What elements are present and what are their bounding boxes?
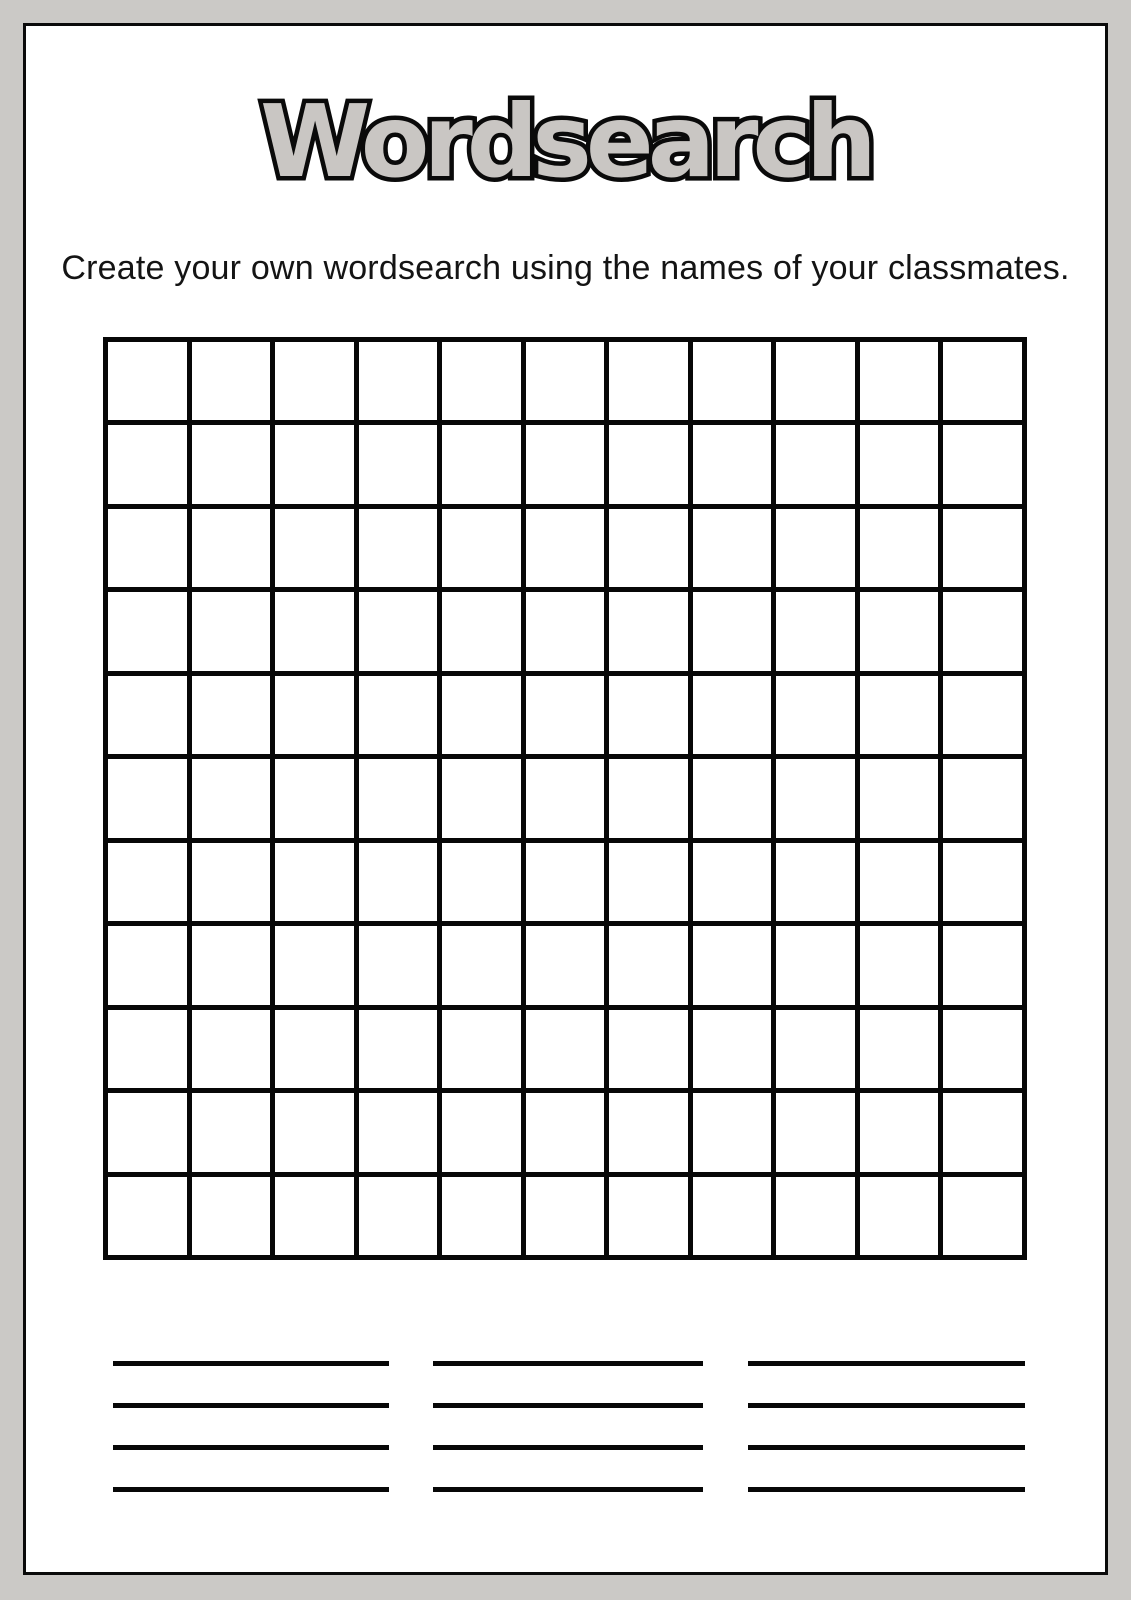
- grid-cell: [108, 926, 187, 1004]
- grid-cell: [192, 425, 271, 503]
- grid-cell: [442, 342, 521, 420]
- worksheet-page: [23, 23, 1108, 1575]
- grid-cell: [275, 1177, 354, 1255]
- grid-cell: [693, 676, 772, 754]
- grid-cell: [275, 592, 354, 670]
- grid-cell: [943, 342, 1022, 420]
- grid-cell: [442, 759, 521, 837]
- grid-cell: [609, 843, 688, 921]
- grid-cell: [359, 342, 438, 420]
- grid-cell: [442, 592, 521, 670]
- grid-cell: [776, 592, 855, 670]
- grid-cell: [359, 843, 438, 921]
- answer-line-column-2: [433, 1361, 703, 1492]
- grid-cell: [693, 1093, 772, 1171]
- grid-cell: [526, 676, 605, 754]
- grid-cell: [526, 759, 605, 837]
- grid-cell: [108, 509, 187, 587]
- grid-cell: [693, 342, 772, 420]
- grid-cell: [275, 342, 354, 420]
- grid-cell: [609, 509, 688, 587]
- grid-cell: [526, 926, 605, 1004]
- grid-cell: [943, 425, 1022, 503]
- grid-cell: [609, 592, 688, 670]
- grid-cell: [442, 509, 521, 587]
- grid-cell: [108, 425, 187, 503]
- grid-cell: [609, 1177, 688, 1255]
- grid-cell: [192, 592, 271, 670]
- grid-cell: [275, 425, 354, 503]
- grid-cell: [359, 509, 438, 587]
- grid-cell: [943, 1010, 1022, 1088]
- grid-cell: [108, 1093, 187, 1171]
- answer-line: [113, 1361, 389, 1366]
- grid-cell: [693, 592, 772, 670]
- grid-cell: [776, 1010, 855, 1088]
- grid-cell: [192, 759, 271, 837]
- grid-cell: [442, 1010, 521, 1088]
- grid-cell: [108, 1177, 187, 1255]
- grid-cell: [526, 843, 605, 921]
- grid-cell: [943, 843, 1022, 921]
- grid-cell: [526, 592, 605, 670]
- grid-cell: [192, 843, 271, 921]
- grid-cell: [192, 509, 271, 587]
- grid-cell: [693, 1177, 772, 1255]
- grid-cell: [442, 425, 521, 503]
- answer-line: [748, 1487, 1025, 1492]
- grid-cell: [609, 342, 688, 420]
- grid-cell: [526, 342, 605, 420]
- grid-cell: [108, 1010, 187, 1088]
- grid-cell: [442, 843, 521, 921]
- grid-cell: [693, 926, 772, 1004]
- answer-line: [433, 1487, 703, 1492]
- grid-cell: [359, 676, 438, 754]
- grid-cell: [526, 509, 605, 587]
- grid-cell: [359, 926, 438, 1004]
- grid-cell: [860, 926, 939, 1004]
- grid-cell: [275, 1093, 354, 1171]
- grid-cell: [192, 676, 271, 754]
- grid-cell: [275, 676, 354, 754]
- grid-cell: [943, 592, 1022, 670]
- grid-cell: [776, 509, 855, 587]
- grid-cell: [108, 843, 187, 921]
- grid-cell: [609, 1093, 688, 1171]
- grid-cell: [359, 1010, 438, 1088]
- grid-cell: [776, 676, 855, 754]
- grid-cell: [860, 1093, 939, 1171]
- grid-cell: [275, 843, 354, 921]
- grid-cell: [108, 342, 187, 420]
- grid-cell: [693, 509, 772, 587]
- grid-cell: [943, 1093, 1022, 1171]
- grid-cell: [693, 759, 772, 837]
- grid-cell: [776, 759, 855, 837]
- answer-line: [433, 1445, 703, 1450]
- grid-cell: [860, 676, 939, 754]
- grid-cell: [526, 425, 605, 503]
- answer-line: [433, 1361, 703, 1366]
- answer-line: [748, 1403, 1025, 1408]
- grid-cell: [943, 676, 1022, 754]
- answer-line: [748, 1361, 1025, 1366]
- grid-cell: [192, 342, 271, 420]
- grid-cell: [609, 1010, 688, 1088]
- grid-cell: [108, 676, 187, 754]
- grid-cell: [776, 1177, 855, 1255]
- grid-cell: [526, 1093, 605, 1171]
- grid-cell: [776, 425, 855, 503]
- grid-cell: [943, 926, 1022, 1004]
- grid-cell: [860, 425, 939, 503]
- answer-line: [113, 1487, 389, 1492]
- grid-cell: [192, 1177, 271, 1255]
- grid-cell: [693, 843, 772, 921]
- answer-line-column-1: [113, 1361, 389, 1492]
- grid-cell: [526, 1177, 605, 1255]
- grid-cell: [860, 843, 939, 921]
- grid-cell: [609, 425, 688, 503]
- grid-cell: [776, 1093, 855, 1171]
- grid-cell: [860, 1010, 939, 1088]
- page-title: [26, 79, 1105, 204]
- grid-cell: [192, 926, 271, 1004]
- grid-cell: [192, 1010, 271, 1088]
- grid-cell: [526, 1010, 605, 1088]
- grid-cell: [693, 425, 772, 503]
- grid-cell: [275, 509, 354, 587]
- grid-cell: [943, 1177, 1022, 1255]
- answer-line: [113, 1403, 389, 1408]
- grid-cell: [776, 342, 855, 420]
- grid-cell: [359, 1093, 438, 1171]
- grid-cell: [442, 1093, 521, 1171]
- grid-cell: [275, 926, 354, 1004]
- grid-cell: [359, 425, 438, 503]
- grid-cell: [776, 843, 855, 921]
- grid-cell: [359, 759, 438, 837]
- grid-cell: [860, 759, 939, 837]
- grid-cell: [693, 1010, 772, 1088]
- answer-line-column-3: [748, 1361, 1025, 1492]
- grid-cell: [442, 926, 521, 1004]
- grid-cell: [192, 1093, 271, 1171]
- grid-cell: [609, 926, 688, 1004]
- answer-lines-section: [26, 1361, 1105, 1501]
- grid-cell: [860, 509, 939, 587]
- grid-cell: [860, 1177, 939, 1255]
- grid-cell: [275, 1010, 354, 1088]
- page-title-text: Wordsearch Wordsearch: [260, 79, 871, 204]
- grid-cell: [442, 1177, 521, 1255]
- grid-cell: [108, 759, 187, 837]
- grid-cell: [943, 759, 1022, 837]
- grid-cell: [860, 342, 939, 420]
- grid-cell: [609, 759, 688, 837]
- grid-cell: [943, 509, 1022, 587]
- grid-cell: [609, 676, 688, 754]
- grid-cell: [359, 1177, 438, 1255]
- grid-cell: [359, 592, 438, 670]
- wordsearch-grid: [103, 337, 1027, 1260]
- grid-cell: [860, 592, 939, 670]
- grid-cell: [275, 759, 354, 837]
- answer-line: [748, 1445, 1025, 1450]
- answer-line: [113, 1445, 389, 1450]
- grid-cell: [776, 926, 855, 1004]
- instruction-text: Create your own wordsearch using the names of your classmates.: [61, 249, 1070, 287]
- grid-cell: [108, 592, 187, 670]
- grid-cell: [442, 676, 521, 754]
- answer-line: [433, 1403, 703, 1408]
